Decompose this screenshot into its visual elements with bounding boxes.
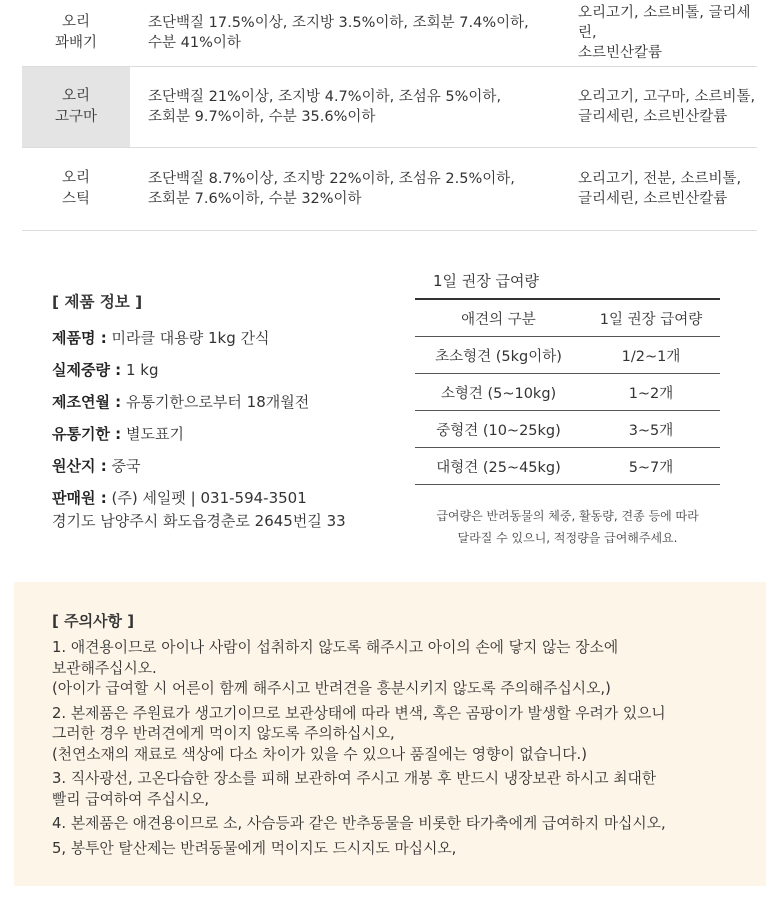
product-info-title: [ 제품 정보 ] bbox=[52, 293, 143, 311]
caution-item: 3. 직사광선, 고온다습한 장소를 피해 보관하여 주시고 개봉 후 반드시 냉장보관 하시고 최대한 빨리 급여하여 주십시오, bbox=[52, 770, 657, 808]
feeding-guide-title: 1일 권장 급여량 bbox=[433, 272, 540, 290]
nutrition-row bbox=[22, 148, 757, 231]
table-row bbox=[415, 374, 720, 411]
ingredients-cell: 오리고기, 전분, 소르비톨, 글리세린, 소르빈산칼륨 bbox=[578, 171, 742, 207]
caution-list bbox=[52, 638, 752, 863]
manufacture-date-line bbox=[52, 392, 402, 413]
amount-cell: 1/2~1개 bbox=[621, 348, 681, 365]
seller-address: 경기도 남양주시 화도읍경춘로 2645번길 33 bbox=[52, 512, 346, 530]
caution-item: 4. 본제품은 애견용이므로 소, 사슴등과 같은 반추동물을 비롯한 타가축에게 급여하지 마십시오, bbox=[52, 815, 666, 832]
origin-label: 원산지 : bbox=[52, 457, 107, 475]
header-daily-amount: 1일 권장 급여량 bbox=[599, 311, 703, 328]
ingredients-cell: 오리고기, 소르비톨, 글리세린, 소르빈산칼륨 bbox=[578, 5, 751, 61]
product-name-cell: 오리 고구마 bbox=[22, 67, 130, 147]
feeding-note: 급여량은 반려동물의 체중, 활동량, 견종 등에 따라 달라질 수 있으니, 적정량을 급여해주세요. bbox=[436, 509, 699, 545]
product-name-value: 미라클 대용량 1kg 간식 bbox=[111, 329, 270, 347]
origin-line bbox=[52, 456, 402, 477]
nutrition-row bbox=[22, 67, 757, 148]
caution-box bbox=[14, 582, 766, 886]
seller-value: (주) 세일펫 | 031-594-3501 bbox=[111, 489, 307, 507]
caution-item: 5, 봉투안 탈산제는 반려동물에게 먹이지도 드시지도 마십시오, bbox=[52, 839, 457, 857]
product-name-label: 제품명 : bbox=[52, 329, 107, 347]
seller-label: 판매원 : bbox=[52, 489, 107, 507]
composition-cell: 조단백질 21%이상, 조지방 4.7%이하, 조섬유 5%이하, 조회분 9.7%이하, 수분 35.6%이하 bbox=[148, 89, 502, 125]
nutrition-row bbox=[22, 0, 757, 67]
origin-value: 중국 bbox=[111, 457, 141, 475]
header-dog-size: 애견의 구분 bbox=[461, 311, 536, 328]
table-row bbox=[415, 448, 720, 485]
weight-line bbox=[52, 360, 402, 381]
feeding-table-header bbox=[415, 300, 720, 337]
feeding-guide bbox=[415, 268, 720, 549]
table-row bbox=[415, 411, 720, 448]
weight-label: 실제중량 : bbox=[52, 361, 122, 379]
seller-line bbox=[52, 488, 402, 509]
dog-size-cell: 초소형견 (5kg이하) bbox=[435, 348, 562, 365]
product-name-cell: 오리 꽈배기 bbox=[22, 0, 130, 66]
product-info bbox=[52, 290, 402, 532]
composition-cell: 조단백질 8.7%이상, 조지방 22%이하, 조섬유 2.5%이하, 조회분 7.6%이하, 수분 32%이하 bbox=[148, 171, 515, 207]
expiry-value: 별도표기 bbox=[125, 425, 184, 443]
product-name-line bbox=[52, 328, 402, 349]
expiry-label: 유통기한 : bbox=[52, 425, 122, 443]
amount-cell: 3~5개 bbox=[628, 422, 674, 439]
caution-title: [ 주의사항 ] bbox=[52, 612, 135, 630]
dog-size-cell: 대형견 (25~45kg) bbox=[436, 459, 561, 476]
caution-item: 2. 본제품은 주원료가 생고기이므로 보관상태에 따라 변색, 혹은 곰팡이가 발생할 우려가 있으니 그러한 경우 반려견에게 먹이지 않도록 주의하십시오, (천연소재의 재료로 색상에 다소 차이가 있을 수 있으나 품질에는 영향이 없습니다.) bbox=[52, 704, 666, 763]
expiry-line bbox=[52, 424, 402, 445]
composition-cell: 조단백질 17.5%이상, 조지방 3.5%이하, 조회분 7.4%이하, 수분 41%이하 bbox=[148, 15, 529, 51]
ingredients-cell: 오리고기, 고구마, 소르비톨, 글리세린, 소르빈산칼륨 bbox=[578, 89, 756, 125]
weight-value: 1 kg bbox=[125, 361, 159, 379]
amount-cell: 1~2개 bbox=[628, 385, 674, 402]
amount-cell: 5~7개 bbox=[628, 459, 674, 476]
dog-size-cell: 중형견 (10~25kg) bbox=[436, 422, 561, 439]
caution-item: 1. 애견용이므로 아이나 사람이 섭취하지 않도록 해주시고 아이의 손에 닿지 않는 장소에 보관해주십시오. (아이가 급여할 시 어른이 함께 해주시고 반려견을 흥분시키지 않도록 주의해주십시오,) bbox=[52, 639, 619, 697]
manufacture-date-label: 제조연월 : bbox=[52, 393, 122, 411]
product-name-cell: 오리 스틱 bbox=[22, 148, 130, 230]
nutrition-table bbox=[22, 0, 757, 231]
dog-size-cell: 소형견 (5~10kg) bbox=[440, 385, 557, 402]
table-row bbox=[415, 337, 720, 374]
manufacture-date-value: 유통기한으로부터 18개월전 bbox=[125, 393, 310, 411]
feeding-table bbox=[415, 298, 720, 485]
